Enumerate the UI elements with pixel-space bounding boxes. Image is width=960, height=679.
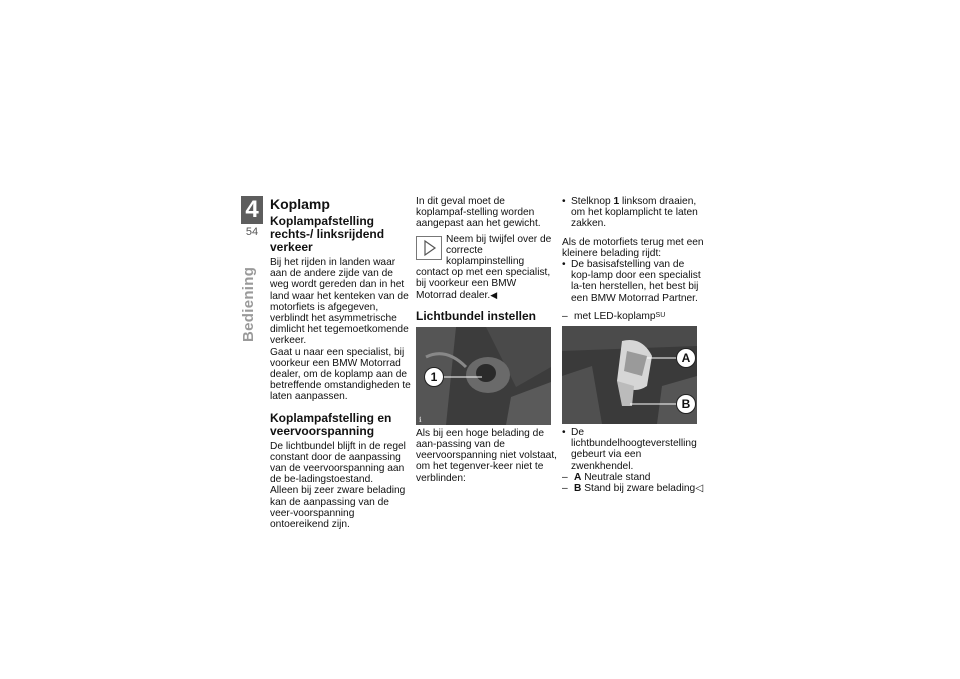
bullet-led-text: De lichtbundelhoogteverstelling gebeurt via een zwenkhendel. [571, 427, 697, 472]
dash-b [562, 483, 704, 494]
led-lever-photo [562, 326, 697, 424]
page-number: 54 [245, 226, 259, 238]
dash-led [562, 311, 704, 322]
section-title: Koplamp [270, 196, 330, 212]
bullet-knob-pre: Stelknop [571, 196, 611, 207]
bullet-led [562, 427, 704, 472]
paragraph-beam: Als bij een hoge belading de aan-passing van de veervoorspanning niet volstaat, om het tegenver-keer niet te verblinden: [416, 427, 558, 484]
bullet-reset-text: De basisafstelling van de kop-lamp door een specialist la-ten herstellen, het best bij een BMW Motorrad Partner. [571, 259, 701, 304]
callout-b: B [676, 394, 696, 414]
callout-a: A [676, 348, 696, 368]
paragraph-intro: In dit geval moet de koplampaf-stelling worden aangepast aan het gewicht. [416, 196, 541, 230]
paragraph-preload-1: De lichtbundel blijft in de regel constant door de aanpassing van de veervoorspanning aan de be-ladingstoestand. [270, 440, 406, 486]
paragraph-preload-2: Alleen bij zeer zware belading kan de aanpassing van de veer-voorspanning ontoereikend zijn. [270, 485, 406, 531]
led-sup: SU [655, 311, 666, 319]
bullet-knob [562, 196, 704, 230]
bullet-knob-post: linksom draaien, om het koplamplicht te laten zakken. [571, 196, 698, 230]
dash-a-letter: A [574, 471, 582, 483]
column-3 [562, 196, 704, 494]
bullet-reset [562, 259, 704, 304]
heading-traffic-adjust: Koplampafstelling rechts-/ linksrijdend verkeer [270, 214, 385, 254]
paragraph-normal-load: Als de motorfiets terug met een kleinere belading rijdt: [562, 236, 704, 259]
dash-a-text: Neutrale stand [584, 471, 651, 483]
paragraph-traffic-adjust-1: Bij het rijden in landen waar aan de andere zijde van de weg wordt gereden dan in het land waar het kenteken van de motorfiets is afgegeven, verblindt het asymmetrische dimlicht het tegemoetkomende verkeer. [270, 257, 409, 347]
bullet-knob-num: 1 [613, 196, 620, 207]
callout-1: 1 [424, 367, 444, 387]
dash-b-end-mark: ◁ [695, 483, 704, 495]
note-box [416, 234, 558, 301]
heading-beam: Lichtbundel instellen [416, 308, 537, 323]
chapter-number: 4 [241, 196, 263, 224]
paragraph-traffic-adjust-2: Gaat u naar een specialist, bij voorkeur een BMW Motorrad dealer, om de koplamp aan de betreffende omstandigheden te laten aanpassen. [270, 346, 411, 403]
heading-preload: Koplampafstelling en veervoorspanning [270, 410, 392, 438]
note-triangle-icon [416, 236, 442, 260]
dash-a [562, 472, 704, 483]
note-end-mark: ◀ [490, 289, 498, 300]
dash-led-text: met LED-koplamp [574, 310, 656, 322]
section-label: Bediening [240, 266, 257, 342]
note-text: Neem bij twijfel over de correcte koplampinstelling contact op met een specialist, bij voorkeur een BMW Motorrad dealer. [416, 233, 552, 301]
column-2 [416, 196, 558, 484]
dash-b-letter: B [574, 483, 582, 495]
column-1 [270, 196, 412, 530]
svg-text:ℹ: ℹ [419, 416, 422, 424]
dash-b-text: Stand bij zware belading [584, 483, 696, 495]
headlight-adjust-photo [416, 327, 551, 425]
